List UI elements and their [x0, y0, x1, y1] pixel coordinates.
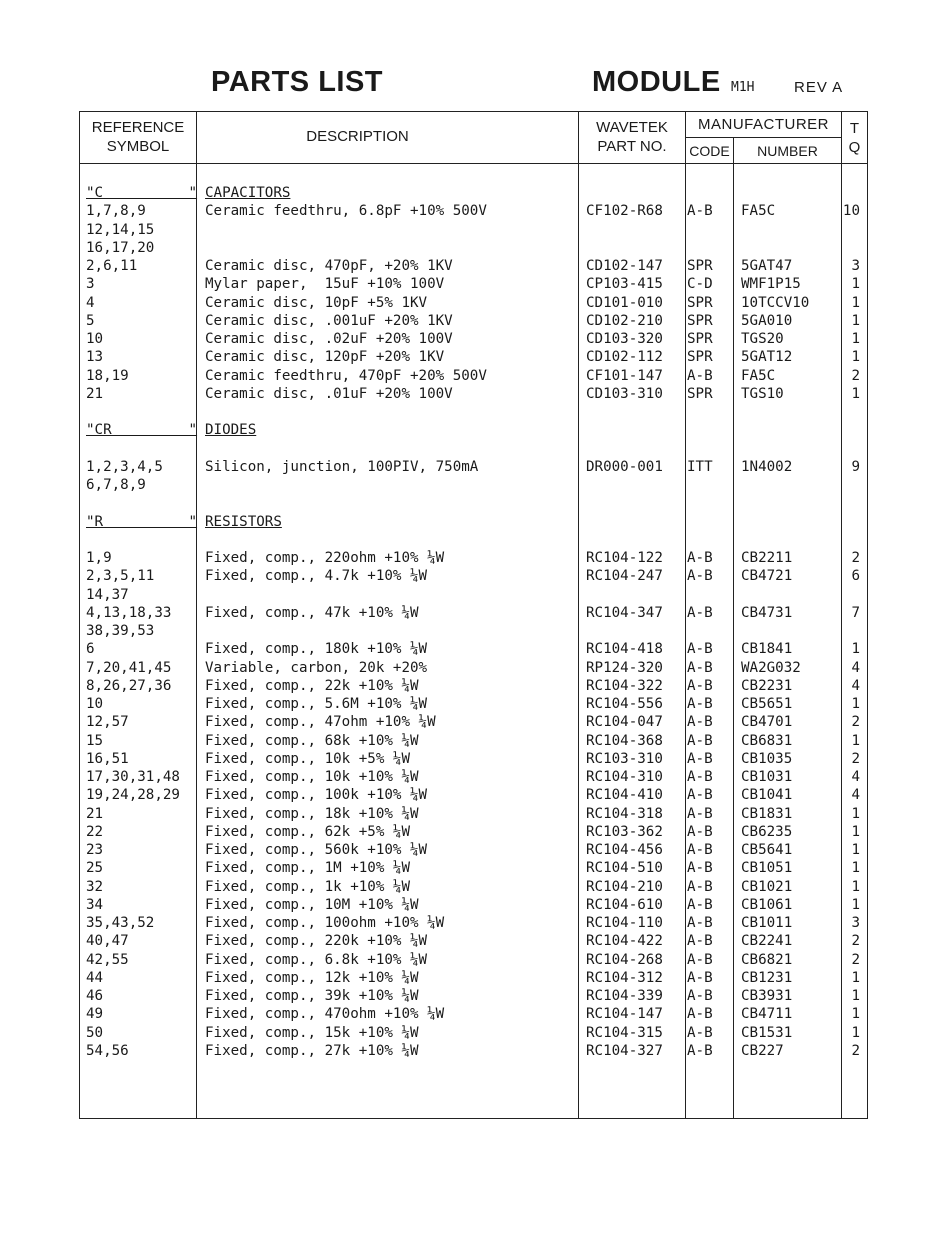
- part-number: RP124-320: [586, 659, 663, 676]
- manufacturer-code: SPR: [687, 385, 713, 402]
- reference-symbol: 10: [86, 331, 104, 347]
- table-left-border: [79, 111, 80, 1119]
- manufacturer-code: A-B: [687, 641, 713, 658]
- quantity: 1: [851, 732, 860, 749]
- manufacturer-code: SPR: [687, 349, 713, 366]
- description: Fixed, comp., 100ohm +10% ¼W: [205, 915, 445, 931]
- quantity: 7: [851, 604, 860, 621]
- manufacturer-number: CB1831: [741, 805, 793, 822]
- manufacturer-code: SPR: [687, 258, 713, 274]
- manufacturer-number: CB5651: [741, 696, 793, 712]
- manufacturer-code: A-B: [687, 1024, 713, 1041]
- description: Ceramic disc, 120pF +20% 1KV: [205, 349, 445, 366]
- part-number: RC104-556: [586, 696, 663, 712]
- manufacturer-number: CB4731: [741, 604, 793, 621]
- description: Fixed, comp., 6.8k +10% ¼W: [205, 951, 428, 968]
- col-divider-part: [685, 111, 686, 1119]
- manufacturer-code: ITT: [687, 458, 713, 475]
- manufacturer-code: A-B: [687, 696, 713, 712]
- col-divider-code: [733, 137, 734, 1119]
- manufacturer-number: CB2241: [741, 933, 793, 950]
- number-header: NUMBER: [757, 143, 818, 159]
- part-number: CD103-320: [586, 331, 663, 347]
- quantity: 1: [851, 860, 860, 877]
- part-number: RC104-318: [586, 805, 663, 822]
- reference-symbol: 40,47: [86, 933, 129, 950]
- description: Ceramic disc, .001uF +20% 1KV: [205, 312, 453, 329]
- description: Fixed, comp., 470ohm +10% ¼W: [205, 1006, 445, 1023]
- part-number: RC104-368: [586, 732, 663, 749]
- description: Ceramic feedthru, 470pF +20% 500V: [205, 367, 487, 384]
- description: Fixed, comp., 10k +5% ¼W: [205, 750, 410, 767]
- manufacturer-number: CB6831: [741, 732, 793, 749]
- description: Fixed, comp., 220k +10% ¼W: [205, 933, 428, 950]
- reference-symbol: 49: [86, 1006, 104, 1023]
- part-number: RC104-322: [586, 677, 663, 694]
- manufacturer-number: FA5C: [741, 203, 776, 220]
- reference-symbol: 46: [86, 988, 104, 1004]
- part-number: CF101-147: [586, 367, 663, 384]
- manufacturer-code: SPR: [687, 294, 713, 311]
- description: Ceramic disc, .01uF +20% 100V: [205, 385, 453, 402]
- part-no-header: WAVETEK PART NO.: [596, 119, 668, 155]
- description: Variable, carbon, 20k +20%: [205, 659, 428, 676]
- manufacturer-code: A-B: [687, 769, 713, 785]
- quantity: 4: [851, 769, 860, 785]
- quantity: 4: [851, 787, 860, 804]
- manufacturer-code: A-B: [687, 677, 713, 694]
- part-number: CD102-112: [586, 349, 663, 366]
- part-number: RC104-310: [586, 769, 663, 785]
- description: Fixed, comp., 4.7k +10% ¼W: [205, 568, 428, 585]
- manufacturer-number: 5GAT47: [741, 258, 793, 274]
- reference-symbol: 1,2,3,4,5: [86, 458, 163, 475]
- manufacturer-number: TGS10: [741, 385, 784, 402]
- description: Ceramic disc, .02uF +20% 100V: [205, 331, 453, 347]
- manufacturer-code: A-B: [687, 367, 713, 384]
- manufacturer-header: MANUFACTURER: [697, 116, 829, 133]
- quantity: 2: [851, 367, 860, 384]
- part-number: CD102-147: [586, 258, 663, 274]
- reference-symbol: 23: [86, 842, 104, 858]
- reference-symbol: 18,19: [86, 367, 129, 384]
- part-number: RC104-247: [586, 568, 663, 585]
- quantity: 1: [851, 312, 860, 329]
- manufacturer-code: A-B: [687, 1042, 713, 1059]
- part-number: RC104-418: [586, 641, 663, 658]
- reference-symbol: 4: [86, 294, 95, 311]
- manufacturer-number: 5GAT12: [741, 349, 793, 366]
- manufacturer-number: CB2231: [741, 677, 793, 694]
- description: Fixed, comp., 10M +10% ¼W: [205, 896, 419, 913]
- reference-symbol: "CR ": [86, 422, 198, 439]
- part-number: RC104-339: [586, 988, 663, 1004]
- manufacturer-code: A-B: [687, 933, 713, 950]
- reference-symbol: 25: [86, 860, 104, 877]
- description: Ceramic disc, 470pF, +20% 1KV: [205, 258, 453, 274]
- quantity: 1: [851, 385, 860, 402]
- manufacturer-code: A-B: [687, 750, 713, 767]
- manufacturer-number: CB1841: [741, 641, 793, 658]
- reference-symbol: 21: [86, 805, 104, 822]
- manufacturer-code: A-B: [687, 842, 713, 858]
- manufacturer-code: A-B: [687, 805, 713, 822]
- part-number: CD102-210: [586, 312, 663, 329]
- reference-symbol: "C ": [86, 185, 198, 201]
- reference-symbol: 17,30,31,48: [86, 769, 180, 785]
- quantity: 2: [851, 933, 860, 950]
- manufacturer-number: CB1041: [741, 787, 793, 804]
- description: Fixed, comp., 220ohm +10% ¼W: [205, 550, 445, 566]
- part-number: RC104-610: [586, 896, 663, 913]
- reference-symbol: 38,39,53: [86, 623, 155, 639]
- quantity: 10: [842, 203, 860, 220]
- description: CAPACITORS: [205, 185, 291, 201]
- part-number: RC104-456: [586, 842, 663, 858]
- quantity: 6: [851, 568, 860, 585]
- part-number: RC104-122: [586, 550, 663, 566]
- manufacturer-number: CB1231: [741, 969, 793, 986]
- description: Fixed, comp., 62k +5% ¼W: [205, 823, 410, 840]
- manufacturer-number: WMF1P15: [741, 276, 801, 293]
- code-header: CODE: [689, 143, 730, 159]
- manufacturer-number: CB2211: [741, 550, 793, 566]
- manufacturer-number: CB4711: [741, 1006, 793, 1023]
- reference-symbol: 15: [86, 732, 104, 749]
- reference-symbol: 10: [86, 696, 104, 712]
- description: Fixed, comp., 39k +10% ¼W: [205, 988, 419, 1004]
- reference-symbol: 19,24,28,29: [86, 787, 180, 804]
- module-code: M1H: [731, 80, 755, 95]
- quantity: 9: [851, 458, 860, 475]
- manufacturer-number: CB1031: [741, 769, 793, 785]
- description: Fixed, comp., 1k +10% ¼W: [205, 878, 410, 895]
- manufacturer-code: A-B: [687, 878, 713, 895]
- part-number: RC103-310: [586, 750, 663, 767]
- manufacturer-number: CB227: [741, 1042, 784, 1059]
- reference-symbol: 6: [86, 641, 95, 658]
- description: Fixed, comp., 100k +10% ¼W: [205, 787, 428, 804]
- reference-symbol: 42,55: [86, 951, 129, 968]
- manufacturer-number: CB1021: [741, 878, 793, 895]
- quantity: 3: [851, 915, 860, 931]
- reference-symbol: 22: [86, 823, 104, 840]
- part-number: RC103-362: [586, 823, 663, 840]
- manufacturer-number: 1N4002: [741, 458, 793, 475]
- description: Ceramic feedthru, 6.8pF +10% 500V: [205, 203, 487, 220]
- description: Fixed, comp., 1M +10% ¼W: [205, 860, 410, 877]
- part-number: DR000-001: [586, 458, 663, 475]
- quantity: 1: [851, 276, 860, 293]
- reference-symbol: "R ": [86, 513, 198, 530]
- manufacturer-code: A-B: [687, 203, 713, 220]
- quantity: 1: [851, 878, 860, 895]
- reference-symbol: 5: [86, 312, 95, 329]
- part-number: RC104-210: [586, 878, 663, 895]
- revision-label: REV A: [794, 79, 844, 96]
- description: Fixed, comp., 27k +10% ¼W: [205, 1042, 419, 1059]
- manufacturer-number: CB4701: [741, 714, 793, 731]
- quantity: 2: [851, 1042, 860, 1059]
- description: Fixed, comp., 180k +10% ¼W: [205, 641, 428, 658]
- header-bottom-border: [79, 163, 867, 164]
- manufacturer-code: A-B: [687, 915, 713, 931]
- description: Fixed, comp., 10k +10% ¼W: [205, 769, 419, 785]
- reference-symbol: 32: [86, 878, 104, 895]
- description: Fixed, comp., 15k +10% ¼W: [205, 1024, 419, 1041]
- reference-symbol: 34: [86, 896, 104, 913]
- part-number: CD101-010: [586, 294, 663, 311]
- reference-symbol: 6,7,8,9: [86, 477, 146, 493]
- manufacturer-code: SPR: [687, 312, 713, 329]
- page-title: PARTS LIST: [211, 66, 384, 98]
- reference-symbol: 14,37: [86, 586, 129, 603]
- description: Mylar paper, 15uF +10% 100V: [205, 276, 445, 293]
- description: Fixed, comp., 47ohm +10% ¼W: [205, 714, 436, 731]
- reference-symbol: 1,7,8,9: [86, 203, 146, 220]
- manufacturer-number: CB1051: [741, 860, 793, 877]
- quantity: 2: [851, 714, 860, 731]
- reference-symbol: 35,43,52: [86, 915, 155, 931]
- description: Fixed, comp., 22k +10% ¼W: [205, 677, 419, 694]
- manufacturer-number: CB5641: [741, 842, 793, 858]
- reference-symbol: 21: [86, 385, 104, 402]
- description: DIODES: [205, 422, 257, 439]
- quantity: 1: [851, 842, 860, 858]
- manufacturer-code: C-D: [687, 276, 713, 293]
- manufacturer-code: A-B: [687, 988, 713, 1004]
- part-number: RC104-422: [586, 933, 663, 950]
- quantity: 1: [851, 1006, 860, 1023]
- description: Fixed, comp., 5.6M +10% ¼W: [205, 696, 428, 712]
- reference-symbol: 12,57: [86, 714, 129, 731]
- part-number: RC104-147: [586, 1006, 663, 1023]
- quantity: 1: [851, 294, 860, 311]
- reference-symbol: 16,17,20: [86, 239, 155, 256]
- description: Fixed, comp., 18k +10% ¼W: [205, 805, 419, 822]
- col-divider-ref: [196, 111, 197, 1119]
- manufacturer-code: A-B: [687, 659, 713, 676]
- manufacturer-number: CB1011: [741, 915, 793, 931]
- manufacturer-number: CB6821: [741, 951, 793, 968]
- table-top-border: [79, 111, 867, 112]
- quantity: 1: [851, 896, 860, 913]
- description-header: DESCRIPTION: [306, 128, 409, 145]
- part-number: RC104-510: [586, 860, 663, 877]
- table-right-border: [867, 111, 868, 1119]
- manufacturer-code: A-B: [687, 969, 713, 986]
- manufacturer-code: A-B: [687, 732, 713, 749]
- quantity: 1: [851, 969, 860, 986]
- manufacturer-number: 10TCCV10: [741, 294, 810, 311]
- manufacturer-number: CB1061: [741, 896, 793, 913]
- manufacturer-code: A-B: [687, 1006, 713, 1023]
- manufacturer-number: CB1035: [741, 750, 793, 767]
- part-number: RC104-268: [586, 951, 663, 968]
- manufacturer-code: A-B: [687, 823, 713, 840]
- description: RESISTORS: [205, 513, 282, 530]
- manufacturer-number: FA5C: [741, 367, 776, 384]
- reference-symbol: 54,56: [86, 1042, 129, 1059]
- quantity: 1: [851, 823, 860, 840]
- reference-symbol: 8,26,27,36: [86, 677, 172, 694]
- reference-symbol: 1,9: [86, 550, 112, 566]
- quantity: 3: [851, 258, 860, 274]
- manufacturer-code: A-B: [687, 568, 713, 585]
- part-number: RC104-312: [586, 969, 663, 986]
- manufacturer-code: A-B: [687, 714, 713, 731]
- quantity: 2: [851, 750, 860, 767]
- part-number: RC104-110: [586, 915, 663, 931]
- col-divider-desc: [578, 111, 579, 1119]
- part-number: RC104-347: [586, 604, 663, 621]
- part-number: RC104-047: [586, 714, 663, 731]
- reference-symbol: 44: [86, 969, 104, 986]
- manufacturer-number: TGS20: [741, 331, 784, 347]
- description: Fixed, comp., 560k +10% ¼W: [205, 842, 428, 858]
- part-number: CD103-310: [586, 385, 663, 402]
- reference-symbol: 7,20,41,45: [86, 659, 172, 676]
- reference-symbol: 13: [86, 349, 104, 366]
- manufacturer-code: A-B: [687, 951, 713, 968]
- manufacturer-number: CB3931: [741, 988, 793, 1004]
- manufacturer-number: WA2G032: [741, 659, 801, 676]
- manufacturer-number: CB4721: [741, 568, 793, 585]
- table-bottom-border: [79, 1118, 867, 1119]
- reference-symbol: 2,3,5,11: [86, 568, 155, 585]
- reference-header: REFERENCE SYMBOL: [91, 119, 185, 155]
- manufacturer-code: A-B: [687, 896, 713, 913]
- part-number: RC104-410: [586, 787, 663, 804]
- quantity: 1: [851, 331, 860, 347]
- description: Fixed, comp., 68k +10% ¼W: [205, 732, 419, 749]
- tq-header: T Q: [848, 120, 861, 156]
- quantity: 1: [851, 641, 860, 658]
- manufacturer-code: A-B: [687, 604, 713, 621]
- manufacturer-number: CB1531: [741, 1024, 793, 1041]
- manufacturer-sub-divider: [685, 137, 841, 138]
- reference-symbol: 50: [86, 1024, 104, 1041]
- reference-symbol: 3: [86, 276, 95, 293]
- reference-symbol: 4,13,18,33: [86, 604, 172, 621]
- reference-symbol: 12,14,15: [86, 221, 155, 238]
- quantity: 2: [851, 550, 860, 566]
- manufacturer-code: A-B: [687, 860, 713, 877]
- module-label: MODULE: [592, 66, 721, 98]
- part-number: CF102-R68: [586, 203, 663, 220]
- quantity: 4: [851, 677, 860, 694]
- manufacturer-number: CB6235: [741, 823, 793, 840]
- quantity: 1: [851, 349, 860, 366]
- quantity: 1: [851, 1024, 860, 1041]
- description: Fixed, comp., 47k +10% ¼W: [205, 604, 419, 621]
- description: Ceramic disc, 10pF +5% 1KV: [205, 294, 428, 311]
- quantity: 1: [851, 696, 860, 712]
- part-number: CP103-415: [586, 276, 663, 293]
- part-number: RC104-315: [586, 1024, 663, 1041]
- reference-symbol: 2,6,11: [86, 258, 138, 274]
- description: Fixed, comp., 12k +10% ¼W: [205, 969, 419, 986]
- manufacturer-code: SPR: [687, 331, 713, 347]
- manufacturer-code: A-B: [687, 787, 713, 804]
- quantity: 1: [851, 805, 860, 822]
- quantity: 2: [851, 951, 860, 968]
- manufacturer-code: A-B: [687, 550, 713, 566]
- reference-symbol: 16,51: [86, 750, 129, 767]
- quantity: 4: [851, 659, 860, 676]
- description: Silicon, junction, 100PIV, 750mA: [205, 458, 479, 475]
- part-number: RC104-327: [586, 1042, 663, 1059]
- manufacturer-number: 5GA010: [741, 312, 793, 329]
- quantity: 1: [851, 988, 860, 1004]
